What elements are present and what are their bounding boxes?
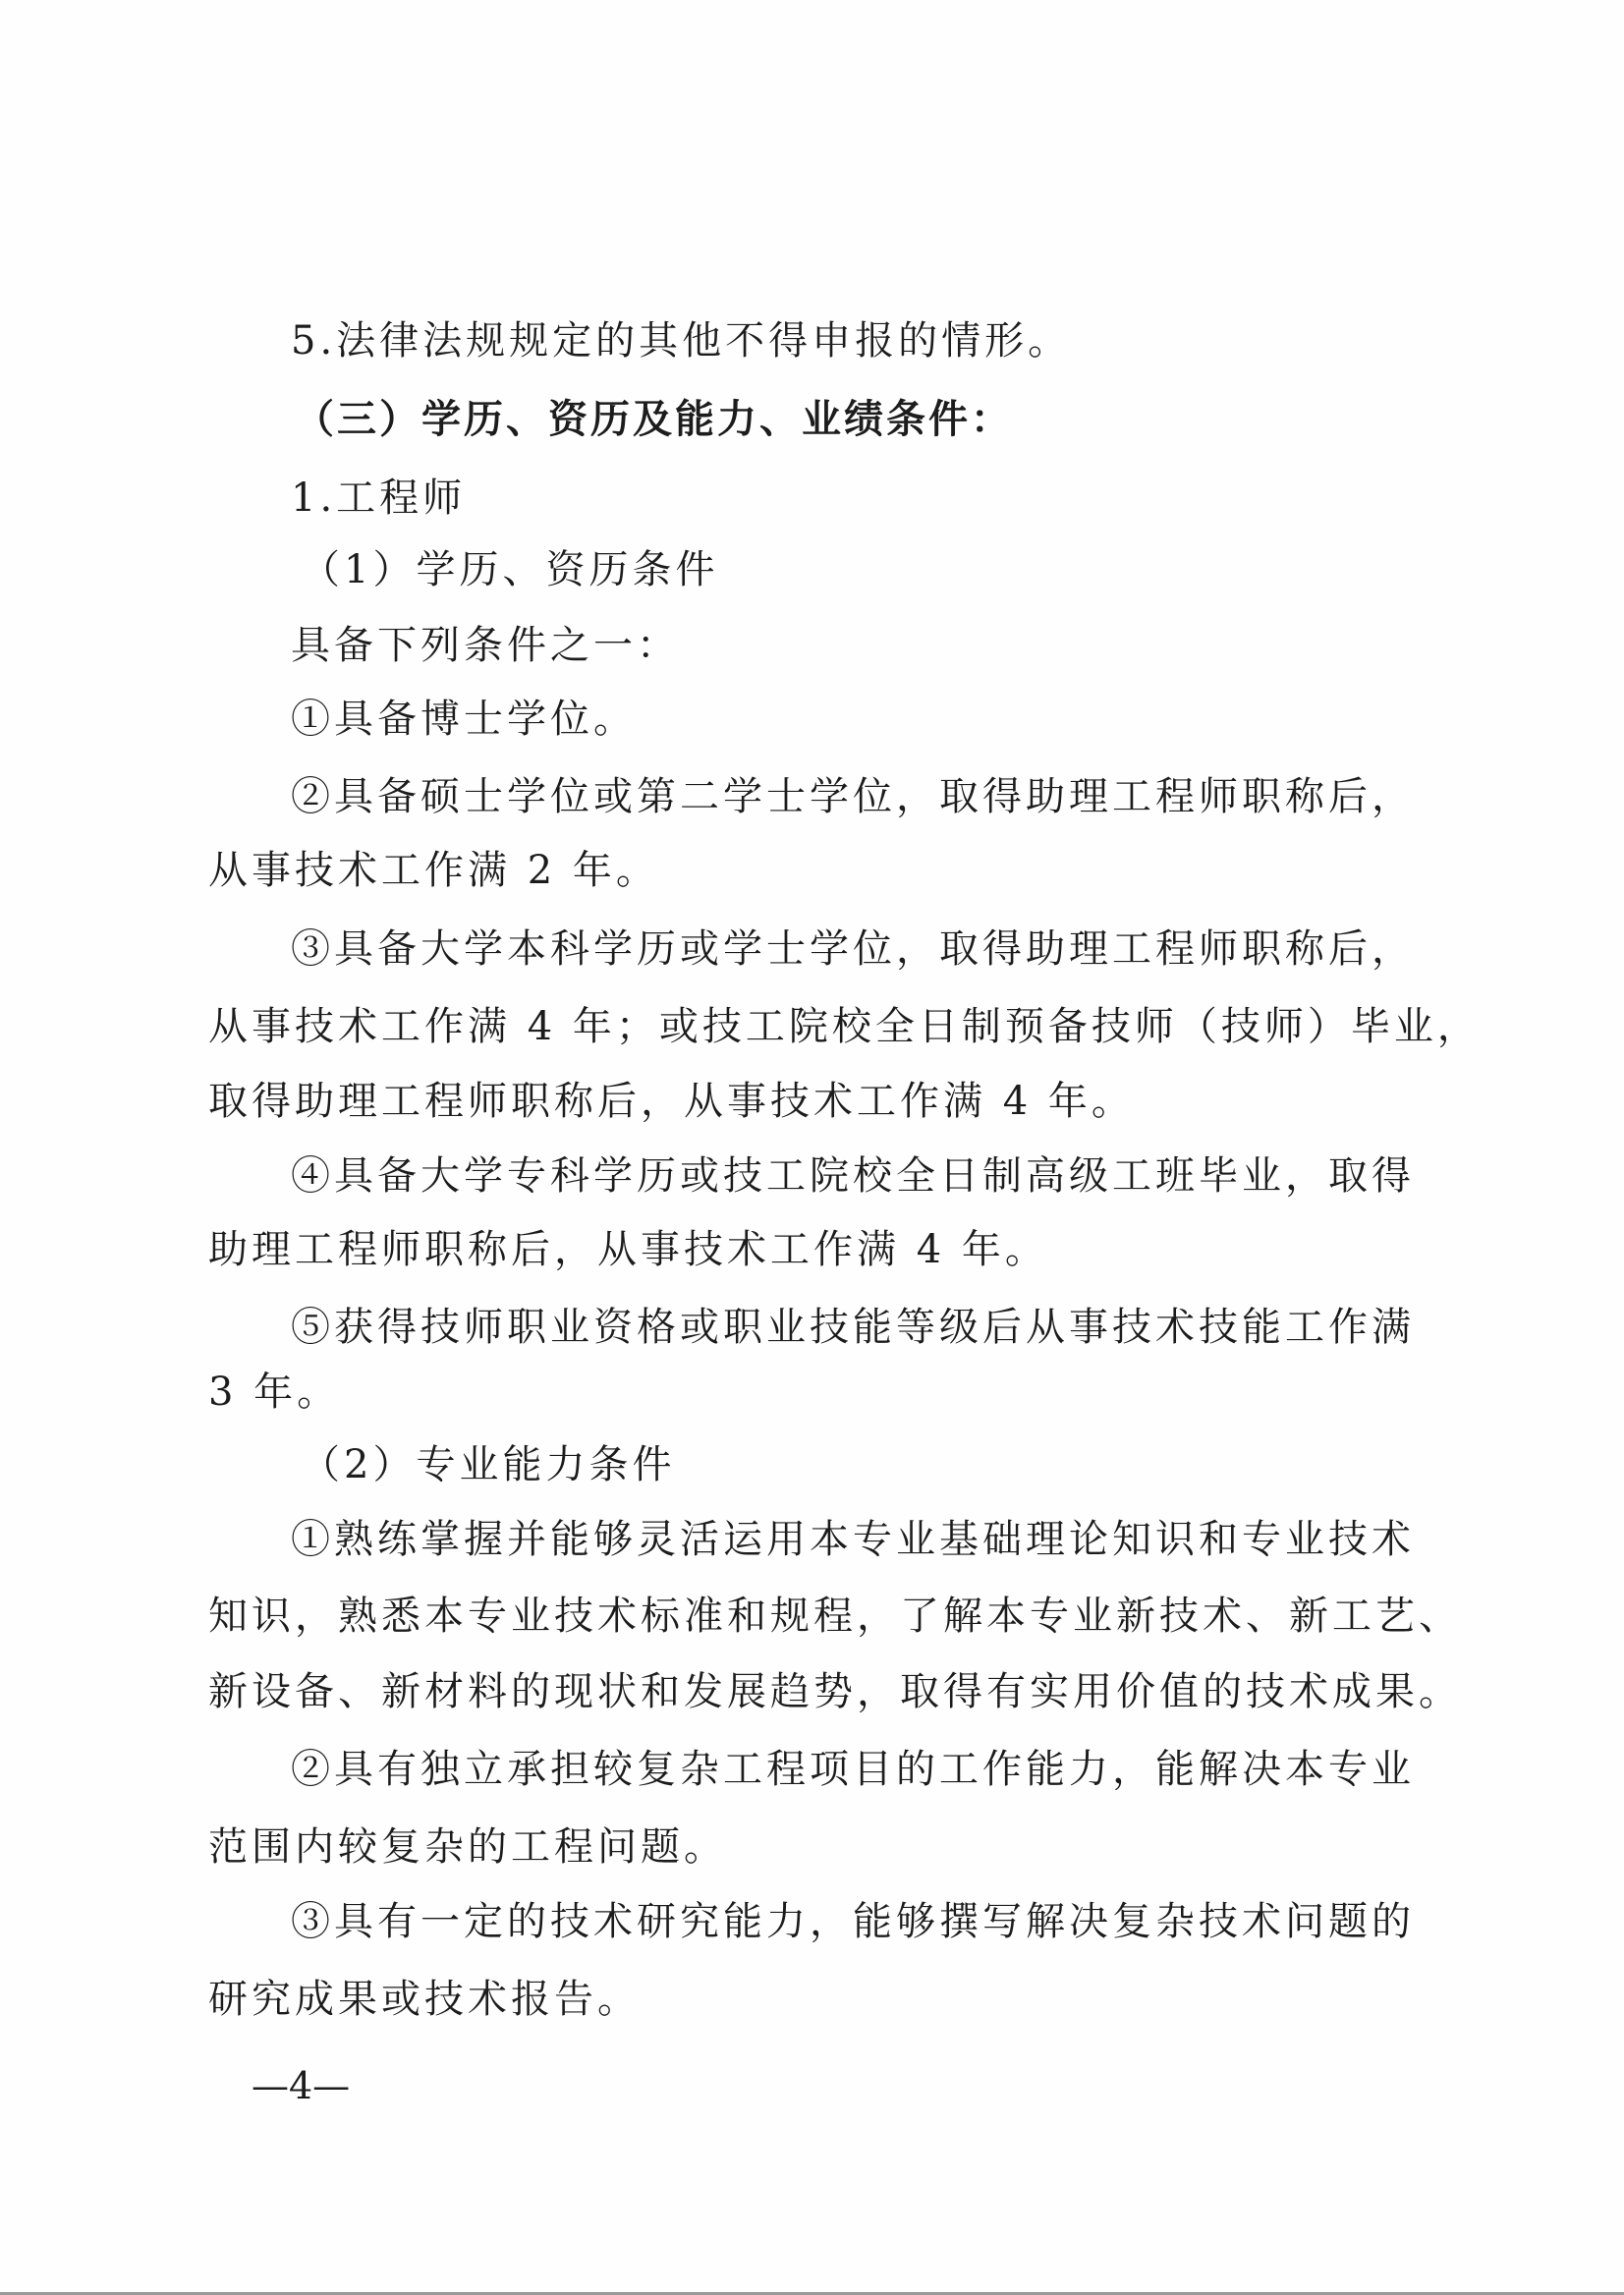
subsection-heading-education-experience: （1）学历、资历条件	[301, 547, 719, 592]
condition-item-1: ①具备博士学位。	[291, 697, 637, 742]
subsection-heading-engineer: 1.工程师	[291, 476, 467, 521]
ability-item-1-line-2: 知识，熟悉本专业技术标准和规程，了解本专业新技术、新工艺、	[208, 1594, 1462, 1639]
ability-item-2-line-2: 范围内较复杂的工程问题。	[208, 1824, 727, 1870]
subsection-heading-professional-ability: （2）专业能力条件	[301, 1442, 676, 1487]
condition-item-3-line-1: ③具备大学本科学历或学士学位，取得助理工程师职称后，	[291, 926, 1415, 972]
section-heading-qualification-conditions: （三）学历、资历及能力、业绩条件：	[295, 396, 1013, 442]
paragraph-prohibited-case-5: 5.法律法规规定的其他不得申报的情形。	[291, 318, 1072, 364]
ability-item-1-line-1: ①熟练掌握并能够灵活运用本专业基础理论知识和专业技术	[291, 1517, 1415, 1562]
condition-item-4-line-2: 助理工程师职称后，从事技术工作满 4 年。	[208, 1227, 1048, 1272]
condition-item-5-line-2: 3 年。	[208, 1370, 341, 1415]
condition-item-3-line-2: 从事技术工作满 4 年；或技工院校全日制预备技师（技师）毕业，	[208, 1004, 1481, 1049]
page-number: —4—	[252, 2064, 351, 2107]
condition-item-2-line-2: 从事技术工作满 2 年。	[208, 848, 659, 893]
ability-item-2-line-1: ②具有独立承担较复杂工程项目的工作能力，能解决本专业	[291, 1747, 1415, 1792]
condition-item-2-line-1: ②具备硕士学位或第二学士学位，取得助理工程师职称后，	[291, 774, 1415, 819]
ability-item-3-line-2: 研究成果或技术报告。	[208, 1977, 641, 2022]
ability-item-1-line-3: 新设备、新材料的现状和发展趋势，取得有实用价值的技术成果。	[208, 1669, 1462, 1714]
condition-item-3-line-3: 取得助理工程师职称后，从事技术工作满 4 年。	[208, 1079, 1135, 1124]
ability-item-3-line-1: ③具有一定的技术研究能力，能够撰写解决复杂技术问题的	[291, 1899, 1415, 1944]
condition-item-5-line-1: ⑤获得技师职业资格或职业技能等级后从事技术技能工作满	[291, 1305, 1415, 1350]
condition-item-4-line-1: ④具备大学专科学历或技工院校全日制高级工班毕业，取得	[291, 1153, 1415, 1199]
paragraph-conditions-intro: 具备下列条件之一：	[291, 623, 680, 668]
